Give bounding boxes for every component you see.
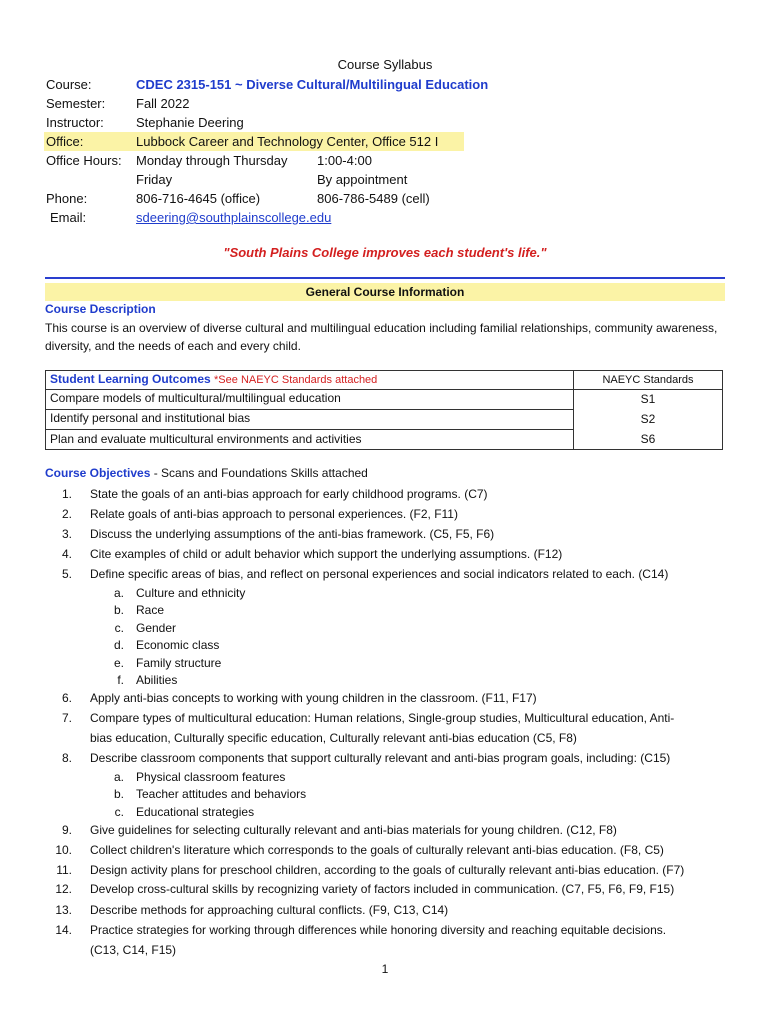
sub-objective-letter: b. xyxy=(113,603,124,618)
objective-number: 8. xyxy=(61,751,72,765)
course-value: CDEC 2315-151 ~ Diverse Cultural/Multilingual Education xyxy=(136,77,489,92)
sub-objective-text: Culture and ethnicity xyxy=(136,586,246,600)
objective-text: Describe classroom components that support culturally relevant and anti-bias program goals, including: (C15) xyxy=(90,751,671,765)
email-link[interactable]: sdeering@southplainscollege.edu xyxy=(136,210,332,225)
outcome-row: Plan and evaluate multicultural environments and activities xyxy=(50,432,362,446)
page-number: 1 xyxy=(381,962,389,976)
objective-number: 4. xyxy=(61,547,72,561)
naeyc-standard: S2 xyxy=(640,412,656,426)
outcome-row: Identify personal and institutional bias xyxy=(50,411,251,425)
objective-number: 2. xyxy=(61,507,72,521)
sub-objective-text: Economic class xyxy=(136,638,220,653)
course-description-text: This course is an overview of diverse cultural and multilingual education including familial relationships, community awareness, diversity, and the needs of each and every child. xyxy=(45,321,718,353)
office-hours-days: Monday through Thursday xyxy=(136,153,288,168)
document-title: Course Syllabus xyxy=(337,57,433,72)
course-objectives-suffix: - Scans and Foundations Skills attached xyxy=(150,466,368,480)
course-objectives-heading: Course Objectives xyxy=(45,466,151,480)
objective-text: Practice strategies for working through differences while honoring diversity and reaching equitable decisions. xyxy=(90,923,667,937)
sub-objective-text: Gender xyxy=(136,620,177,635)
objective-text: Design activity plans for preschool children, according to the goals of culturally relevant anti-bias education. (F7) xyxy=(90,863,685,877)
objective-text: Cite examples of child or adult behavior which support the underlying assumptions. (F12) xyxy=(90,547,563,561)
sub-objective-text: Educational strategies xyxy=(136,804,255,819)
office-hours-label: Office Hours: xyxy=(46,153,122,168)
objective-number: 11. xyxy=(56,863,72,877)
objective-text: Develop cross-cultural skills by recognizing variety of factors included in communication. (C7, F5, F6, F9, F15) xyxy=(90,882,675,896)
section-divider xyxy=(45,277,725,279)
row-divider xyxy=(46,409,573,410)
office-label: Office: xyxy=(46,134,84,149)
sub-objective-letter: e. xyxy=(113,655,124,670)
course-objectives-heading-row xyxy=(45,466,368,480)
outcomes-header xyxy=(46,372,573,386)
learning-outcomes-table xyxy=(45,370,723,450)
sub-objective-letter: b. xyxy=(113,787,124,802)
sub-objective-letter: c. xyxy=(114,620,124,635)
instructor-value: Stephanie Deering xyxy=(136,115,244,130)
objective-number: 13. xyxy=(55,903,72,917)
sub-objective-text: Race xyxy=(136,603,165,618)
naeyc-standard: S6 xyxy=(640,432,656,446)
sub-objective-letter: a. xyxy=(113,770,124,784)
objective-text: Define specific areas of bias, and reflect on personal experiences and social indicators related to each. (C14) xyxy=(90,567,669,581)
naeyc-header: NAEYC Standards xyxy=(574,371,722,390)
objective-text: Give guidelines for selecting culturally relevant and anti-bias materials for young children. (C12, F8) xyxy=(90,823,617,837)
office-hours-time: 1:00-4:00 xyxy=(317,153,372,168)
course-label: Course: xyxy=(46,77,92,92)
course-description-heading: Course Description xyxy=(45,302,156,316)
semester-label: Semester: xyxy=(46,96,106,111)
sub-objective-text: Abilities xyxy=(136,673,178,687)
row-divider xyxy=(46,429,573,430)
sub-objective-text: Family structure xyxy=(136,655,222,670)
friday-days: Friday xyxy=(136,172,173,187)
objective-number: 7. xyxy=(61,711,72,725)
general-info-header: General Course Information xyxy=(45,283,725,301)
sub-objective-letter: c. xyxy=(114,804,124,819)
phone-label: Phone: xyxy=(46,191,88,206)
objective-text: Collect children's literature which corresponds to the goals of culturally relevant anti-bias education. (F8, C5) xyxy=(90,843,664,857)
outcomes-heading: Student Learning Outcomes xyxy=(50,372,211,386)
outcome-row: Compare models of multicultural/multilingual education xyxy=(50,391,341,405)
office-value: Lubbock Career and Technology Center, Office 512 I xyxy=(136,134,439,149)
objective-text: Relate goals of anti-bias approach to personal experiences. (F2, F11) xyxy=(90,507,458,521)
objective-number: 9. xyxy=(61,823,72,837)
college-motto: "South Plains College improves each student's life." xyxy=(223,245,547,260)
sub-objective-text: Physical classroom features xyxy=(136,770,286,784)
objective-number: 12. xyxy=(55,882,72,896)
sub-objective-letter: d. xyxy=(113,638,124,653)
email-label: Email: xyxy=(50,210,87,225)
naeyc-standard: S1 xyxy=(640,392,656,406)
objective-text: Compare types of multicultural education: Human relations, Single-group studies, Multicultural education, Anti- xyxy=(90,711,675,725)
semester-value: Fall 2022 xyxy=(136,96,190,111)
objective-number: 6. xyxy=(61,691,72,705)
objective-text-continued: (C13, C14, F15) xyxy=(90,943,177,957)
outcomes-note: *See NAEYC Standards attached xyxy=(214,374,378,386)
objective-text-continued: bias education, Culturally specific education, Culturally relevant anti-bias education (C5, F8) xyxy=(90,731,577,745)
friday-time: By appointment xyxy=(317,172,408,187)
sub-objective-text: Teacher attitudes and behaviors xyxy=(136,787,307,802)
row-divider xyxy=(46,389,573,390)
objective-number: 1. xyxy=(61,487,72,501)
objective-text: Describe methods for approaching cultural conflicts. (F9, C13, C14) xyxy=(90,903,449,917)
objective-number: 5. xyxy=(61,567,72,581)
phone-cell: 806-786-5489 (cell) xyxy=(317,191,430,206)
objective-text: State the goals of an anti-bias approach for early childhood programs. (C7) xyxy=(90,487,488,501)
sub-objective-letter: a. xyxy=(113,586,124,600)
sub-objective-letter: f. xyxy=(117,673,124,687)
phone-office: 806-716-4645 (office) xyxy=(136,191,261,206)
objective-number: 10. xyxy=(55,843,72,857)
objective-number: 3. xyxy=(61,527,72,541)
instructor-label: Instructor: xyxy=(46,115,104,130)
objective-number: 14. xyxy=(55,923,72,937)
objective-text: Discuss the underlying assumptions of the anti-bias framework. (C5, F5, F6) xyxy=(90,527,495,541)
objective-text: Apply anti-bias concepts to working with young children in the classroom. (F11, F17) xyxy=(90,691,537,705)
